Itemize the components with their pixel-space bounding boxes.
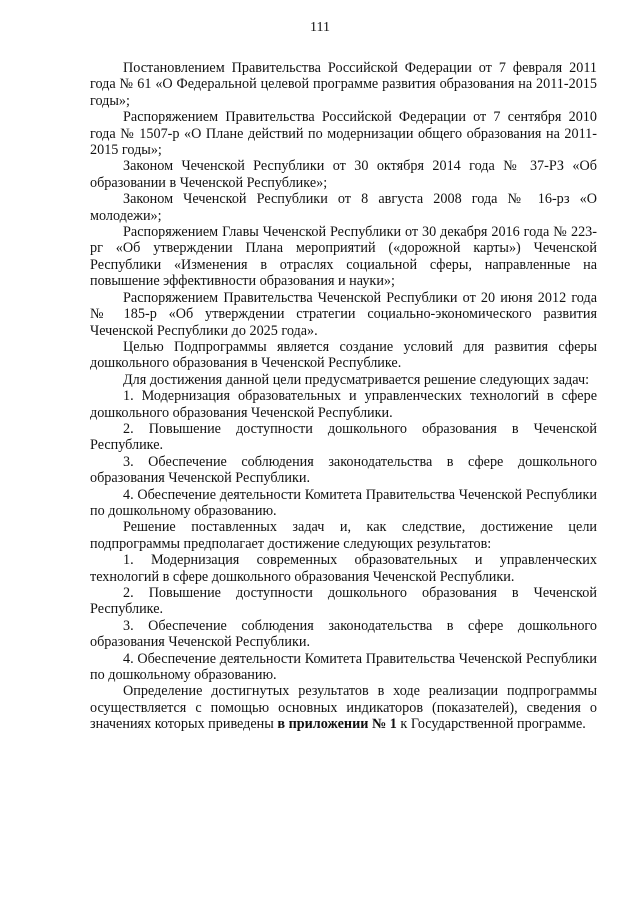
- paragraph-order-223: Распоряжением Главы Чеченской Республики от 30 декабря 2016 года № 223-рг «Об утверждении Плана мероприятий («дорожной карты») Чеченской Республики «Изменения в отраслях социальной сферы, направленные на повышение эффективности образования и науки»;: [90, 224, 597, 290]
- result-item-2: 2. Повышение доступности дошкольного образования в Чеченской Республике.: [90, 585, 597, 618]
- paragraph-indicators: [90, 683, 597, 732]
- paragraph-law-37: Законом Чеченской Республики от 30 октября 2014 года № 37-РЗ «Об образовании в Чеченской Республике»;: [90, 158, 597, 191]
- task-item-1: 1. Модернизация образовательных и управленческих технологий в сфере дошкольного образования Чеченской Республики.: [90, 388, 597, 421]
- indicators-text-after: к Государственной программе.: [396, 716, 586, 733]
- paragraph-results-intro: Решение поставленных задач и, как следствие, достижение цели подпрограммы предполагает достижение следующих результатов:: [90, 519, 597, 552]
- result-item-3: 3. Обеспечение соблюдения законодательства в сфере дошкольного образования Чеченской Республики.: [90, 617, 597, 651]
- paragraph-decree-61: Постановлением Правительства Российской Федерации от 7 февраля 2011 года № 61 «О Федеральной целевой программе развития образования на 2011-2015 годы»;: [90, 60, 597, 109]
- task-item-2: 2. Повышение доступности дошкольного образования в Чеченской Республике.: [90, 420, 597, 454]
- paragraph-law-16: Законом Чеченской Республики от 8 августа 2008 года № 16-рз «О молодежи»;: [90, 191, 597, 224]
- task-item-3: 3. Обеспечение соблюдения законодательства в сфере дошкольного образования Чеченской Республики.: [90, 453, 597, 487]
- paragraph-tasks-intro: Для достижения данной цели предусматривается решение следующих задач:: [123, 371, 590, 388]
- result-item-1: 1. Модернизация современных образовательных и управленческих технологий в сфере дошкольного образования Чеченской Республики.: [90, 552, 597, 585]
- paragraph-order-185: Распоряжением Правительства Чеченской Республики от 20 июня 2012 года № 185-р «Об утверждении стратегии социально-экономического развития Чеченской Республики до 2025 года».: [90, 289, 597, 339]
- indicators-text-before: Определение достигнутых результатов в ходе реализации подпрограммы осуществляется с помощью основных индикаторов (показателей), сведения о значениях которых приведены: [90, 683, 597, 733]
- document-body: [90, 60, 597, 733]
- appendix-reference: в приложении № 1: [277, 716, 397, 733]
- paragraph-order-1507: Распоряжением Правительства Российской Федерации от 7 сентября 2010 года № 1507-р «О Плане действий по модернизации общего образования на 2011-2015 годы»;: [90, 109, 597, 159]
- task-item-4: 4. Обеспечение деятельности Комитета Правительства Чеченской Республики по дошкольному образованию.: [90, 486, 597, 519]
- page-number: 111: [310, 20, 330, 35]
- paragraph-goal: Целью Подпрограммы является создание условий для развития сферы дошкольного образования в Чеченской Республике.: [90, 338, 597, 372]
- result-item-4: 4. Обеспечение деятельности Комитета Правительства Чеченской Республики по дошкольному образованию.: [90, 650, 597, 684]
